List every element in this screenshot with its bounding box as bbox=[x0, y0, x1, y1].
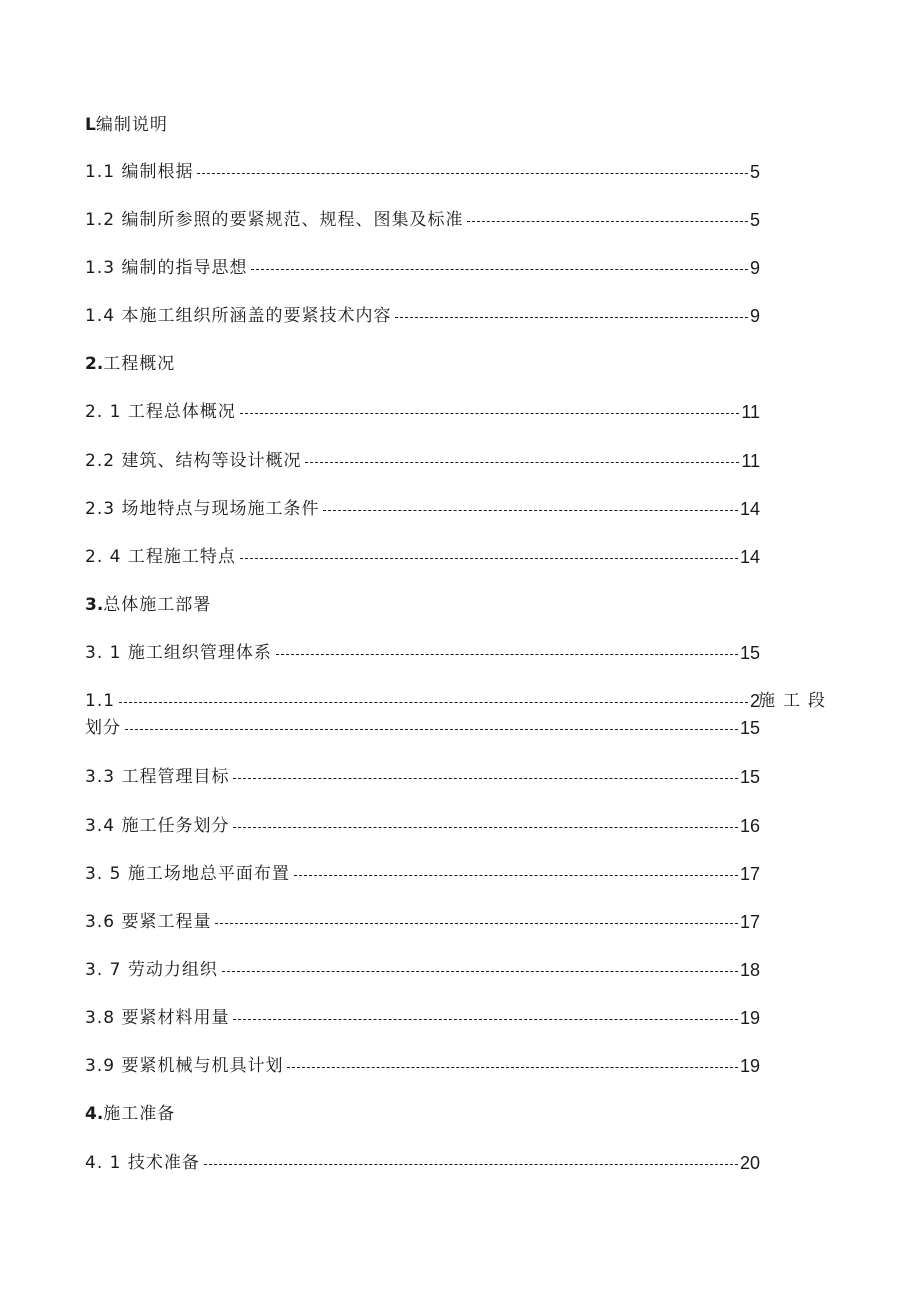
entry-page-number: 17 bbox=[739, 864, 760, 884]
leader-dashes bbox=[233, 827, 738, 828]
entry-label: 2.3 场地特点与现场施工条件 bbox=[85, 499, 320, 519]
entry-label: 2. 1 工程总体概况 bbox=[85, 402, 236, 422]
section-number: 3. bbox=[85, 595, 104, 615]
toc-entry-2-2[interactable] bbox=[85, 449, 760, 473]
entry-label: 划分 bbox=[85, 718, 121, 738]
entry-label: 1.4 本施工组织所涵盖的要紧技术内容 bbox=[85, 306, 392, 326]
entry-label: 3.6 要紧工程量 bbox=[85, 912, 212, 932]
entry-page-number: 11 bbox=[741, 451, 760, 471]
entry-label: 3. 1 施工组织管理体系 bbox=[85, 643, 272, 663]
leader-dashes bbox=[233, 778, 738, 779]
entry-label: 2.2 建筑、结构等设计概况 bbox=[85, 451, 302, 471]
entry-page-number: 18 bbox=[739, 960, 760, 980]
leader-dashes bbox=[197, 173, 748, 174]
entry-page-number: 15 bbox=[739, 643, 760, 663]
leader-dashes bbox=[467, 221, 748, 222]
toc-entry-3-9[interactable] bbox=[85, 1054, 760, 1078]
entry-page-number: 16 bbox=[739, 816, 760, 836]
leader-dashes bbox=[240, 558, 738, 559]
section-title: 总体施工部署 bbox=[103, 595, 212, 615]
leader-dashes bbox=[395, 317, 748, 318]
toc-entry-3-3[interactable] bbox=[85, 765, 760, 789]
section-title: 编制说明 bbox=[95, 115, 168, 135]
entry-page-number: 19 bbox=[739, 1056, 760, 1076]
toc-entry-2-3[interactable] bbox=[85, 497, 760, 521]
entry-label: 1.1 bbox=[85, 691, 116, 711]
entry-label: 3.3 工程管理目标 bbox=[85, 767, 230, 787]
entry-page-number: 9 bbox=[749, 306, 760, 326]
toc-entry-3-2-title-tail: 施工段 bbox=[758, 691, 833, 711]
entry-page-number: 20 bbox=[739, 1153, 760, 1173]
entry-label: 3.8 要紧材料用量 bbox=[85, 1008, 230, 1028]
toc-entry-3-1[interactable] bbox=[85, 641, 760, 665]
toc-entry-1-4[interactable] bbox=[85, 304, 760, 328]
leader-dashes bbox=[204, 1164, 738, 1165]
leader-dashes bbox=[240, 413, 739, 414]
entry-page-number: 2 bbox=[749, 691, 760, 711]
entry-label: 3. 5 施工场地总平面布置 bbox=[85, 864, 290, 884]
entry-label: 2. 4 工程施工特点 bbox=[85, 547, 236, 567]
entry-page-number: 19 bbox=[739, 1008, 760, 1028]
leader-dashes bbox=[276, 654, 738, 655]
section-heading-1 bbox=[85, 113, 168, 137]
entry-label: 1.2 编制所参照的要紧规范、规程、图集及标准 bbox=[85, 210, 464, 230]
toc-entry-3-6[interactable] bbox=[85, 910, 760, 934]
toc-entry-3-4[interactable] bbox=[85, 814, 760, 838]
toc-entry-1-1[interactable] bbox=[85, 160, 760, 184]
toc-entry-1-2[interactable] bbox=[85, 208, 760, 232]
toc-entry-2-1[interactable] bbox=[85, 400, 760, 424]
entry-page-number: 14 bbox=[739, 547, 760, 567]
toc-entry-3-2-continuation[interactable] bbox=[85, 716, 760, 740]
entry-label: 3.4 施工任务划分 bbox=[85, 816, 230, 836]
entry-page-number: 14 bbox=[739, 499, 760, 519]
section-title: 施工准备 bbox=[103, 1104, 176, 1124]
leader-dashes bbox=[222, 971, 738, 972]
section-number: 4. bbox=[85, 1104, 104, 1124]
leader-dashes bbox=[323, 510, 738, 511]
entry-page-number: 15 bbox=[739, 767, 760, 787]
toc-entry-3-7[interactable] bbox=[85, 958, 760, 982]
toc-entry-2-4[interactable] bbox=[85, 545, 760, 569]
leader-dashes bbox=[251, 269, 748, 270]
entry-page-number: 11 bbox=[741, 402, 760, 422]
section-heading-4 bbox=[85, 1102, 175, 1126]
entry-page-number: 9 bbox=[749, 258, 760, 278]
section-number: L bbox=[85, 115, 96, 135]
entry-page-number: 17 bbox=[739, 912, 760, 932]
entry-page-number: 5 bbox=[749, 162, 760, 182]
toc-entry-1-3[interactable] bbox=[85, 256, 760, 280]
leader-dashes bbox=[119, 702, 748, 703]
toc-entry-3-2[interactable] bbox=[85, 689, 760, 713]
section-title: 工程概况 bbox=[103, 354, 176, 374]
entry-label: 3. 7 劳动力组织 bbox=[85, 960, 218, 980]
leader-dashes bbox=[233, 1019, 738, 1020]
section-heading-2 bbox=[85, 352, 175, 376]
leader-dashes bbox=[294, 875, 738, 876]
leader-dashes bbox=[305, 462, 739, 463]
leader-dashes bbox=[287, 1067, 738, 1068]
toc-entry-3-8[interactable] bbox=[85, 1006, 760, 1030]
toc-entry-3-5[interactable] bbox=[85, 862, 760, 886]
entry-label: 1.1 编制根据 bbox=[85, 162, 194, 182]
section-heading-3 bbox=[85, 593, 211, 617]
entry-page-number: 15 bbox=[739, 718, 760, 738]
section-number: 2. bbox=[85, 354, 104, 374]
entry-page-number: 5 bbox=[749, 210, 760, 230]
entry-label: 3.9 要紧机械与机具计划 bbox=[85, 1056, 284, 1076]
entry-label: 4. 1 技术准备 bbox=[85, 1153, 200, 1173]
entry-label: 1.3 编制的指导思想 bbox=[85, 258, 248, 278]
toc-entry-4-1[interactable] bbox=[85, 1151, 760, 1175]
leader-dashes bbox=[215, 923, 738, 924]
leader-dashes bbox=[125, 729, 738, 730]
